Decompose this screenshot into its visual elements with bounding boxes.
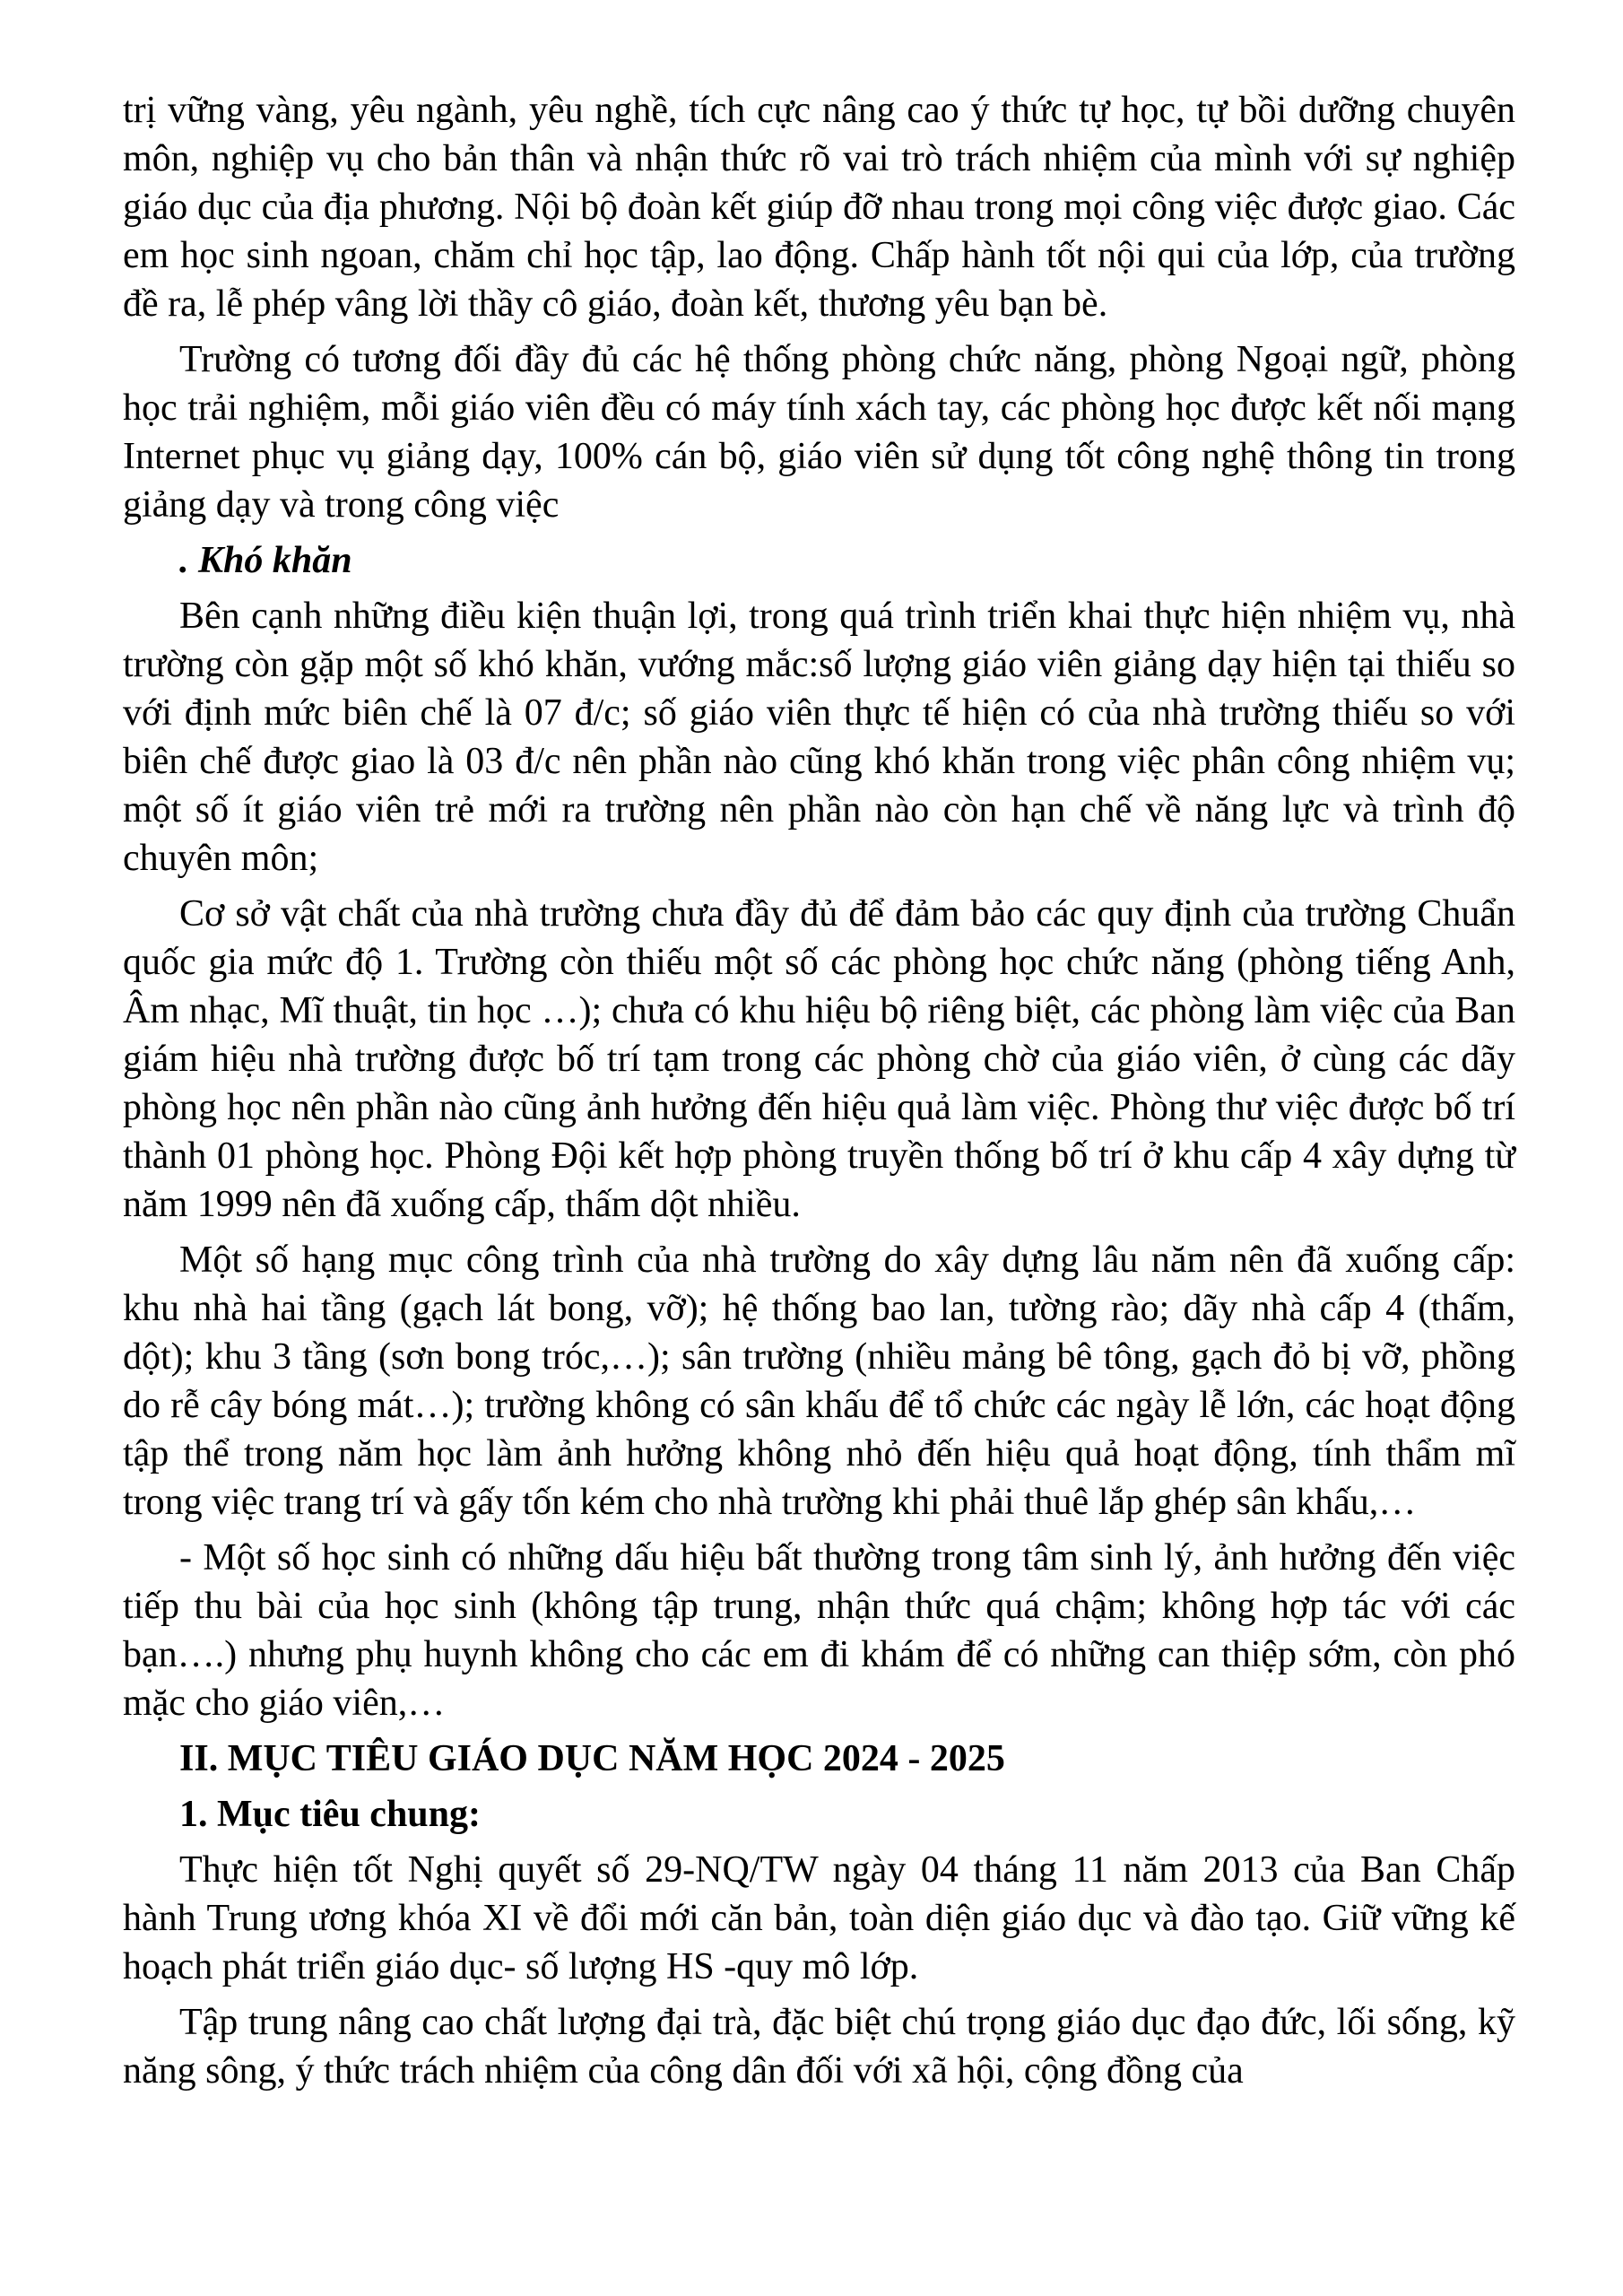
section-heading-muc-tieu-giao-duc: II. MỤC TIÊU GIÁO DỤC NĂM HỌC 2024 - 2025 (179, 1738, 1005, 1779)
paragraph-kho-khan-co-so-vat-chat: Cơ sở vật chất của nhà trường chưa đầy đủ để đảm bảo các quy định của trường Chuẩn quốc gia mức độ 1. Trường còn thiếu một số các phòng học chức năng (phòng tiếng Anh, Âm nhạc, Mĩ thuật, tin học …); chưa có khu hiệu bộ riêng biệt, các phòng làm việc của Ban giám hiệu nhà trường được bố trí tạm trong các phòng chờ của giáo viên, ở cùng các dãy phòng học nên phần nào cũng ảnh hưởng đến hiệu quả làm việc. Phòng thư việc được bố trí thành 01 phòng học. Phòng Đội kết hợp phòng truyền thống bố trí ở khu cấp 4 xây dựng từ năm 1999 nên đã xuống cấp, thấm dột nhiều. (123, 893, 1515, 1225)
subsection-heading-muc-tieu-chung: 1. Mục tiêu chung: (179, 1794, 481, 1835)
paragraph-kho-khan-staffing: Bên cạnh những điều kiện thuận lợi, trong quá trình triển khai thực hiện nhiệm vụ, nhà trường còn gặp một số khó khăn, vướng mắc:số lượng giáo viên giảng dạy hiện tại thiếu so với định mức biên chế là 07 đ/c; số giáo viên thực tế hiện có của nhà trường thiếu so với biên chế được giao là 03 đ/c nên phần nào cũng khó khăn trong việc phân công nhiệm vụ; một số ít giáo viên trẻ mới ra trường nên phần nào còn hạn chế về năng lực và trình độ chuyên môn; (123, 596, 1515, 879)
paragraph-continuation: trị vững vàng, yêu ngành, yêu nghề, tích cực nâng cao ý thức tự học, tự bồi dưỡng chuyên môn, nghiệp vụ cho bản thân và nhận thức rõ vai trò trách nhiệm của mình với sự nghiệp giáo dục của địa phương. Nội bộ đoàn kết giúp đỡ nhau trong mọi công việc được giao. Các em học sinh ngoan, chăm chỉ học tập, lao động. Chấp hành tốt nội qui của lớp, của trường đề ra, lễ phép vâng lời thầy cô giáo, đoàn kết, thương yêu bạn bè. (123, 90, 1515, 325)
paragraph-kho-khan-hoc-sinh: - Một số học sinh có những dấu hiệu bất thường trong tâm sinh lý, ảnh hưởng đến việc tiếp thu bài của học sinh (không tập trung, nhận thức quá chậm; không hợp tác với các bạn….) nhưng phụ huynh không cho các em đi khám để có những can thiệp sớm, còn phó mặc cho giáo viên,… (123, 1537, 1515, 1724)
paragraph-tap-trung-chat-luong: Tập trung nâng cao chất lượng đại trà, đặc biệt chú trọng giáo dục đạo đức, lối sống, kỹ năng sông, ý thức trách nhiệm của công dân đối với xã hội, cộng đồng của (123, 2002, 1515, 2092)
paragraph-nghi-quyet-29: Thực hiện tốt Nghị quyết số 29-NQ/TW ngày 04 tháng 11 năm 2013 của Ban Chấp hành Trung ương khóa XI về đổi mới căn bản, toàn diện giáo dục và đào tạo. Giữ vững kế hoạch phát triển giáo dục- số lượng HS -quy mô lớp. (123, 1849, 1515, 1987)
paragraph-kho-khan-cong-trinh: Một số hạng mục công trình của nhà trường do xây dựng lâu năm nên đã xuống cấp: khu nhà hai tầng (gạch lát bong, vỡ); hệ thống bao lan, tường rào; dãy nhà cấp 4 (thấm, dột); khu 3 tầng (sơn bong tróc,…); sân trường (nhiều mảng bê tông, gạch đỏ bị vỡ, phồng do rễ cây bóng mát…); trường không có sân khấu để tổ chức các ngày lễ lớn, các hoạt động tập thể trong năm học làm ảnh hưởng không nhỏ đến hiệu quả hoạt động, tính thẩm mĩ trong việc trang trí và gấy tốn kém cho nhà trường khi phải thuê lắp ghép sân khấu,… (123, 1239, 1515, 1523)
heading-kho-khan: . Khó khăn (179, 540, 352, 581)
paragraph-facilities: Trường có tương đối đầy đủ các hệ thống phòng chức năng, phòng Ngoại ngữ, phòng học trải nghiệm, mỗi giáo viên đều có máy tính xách tay, các phòng học được kết nối mạng Internet phục vụ giảng dạy, 100% cán bộ, giáo viên sử dụng tốt công nghệ thông tin trong giảng dạy và trong công việc (123, 339, 1515, 526)
